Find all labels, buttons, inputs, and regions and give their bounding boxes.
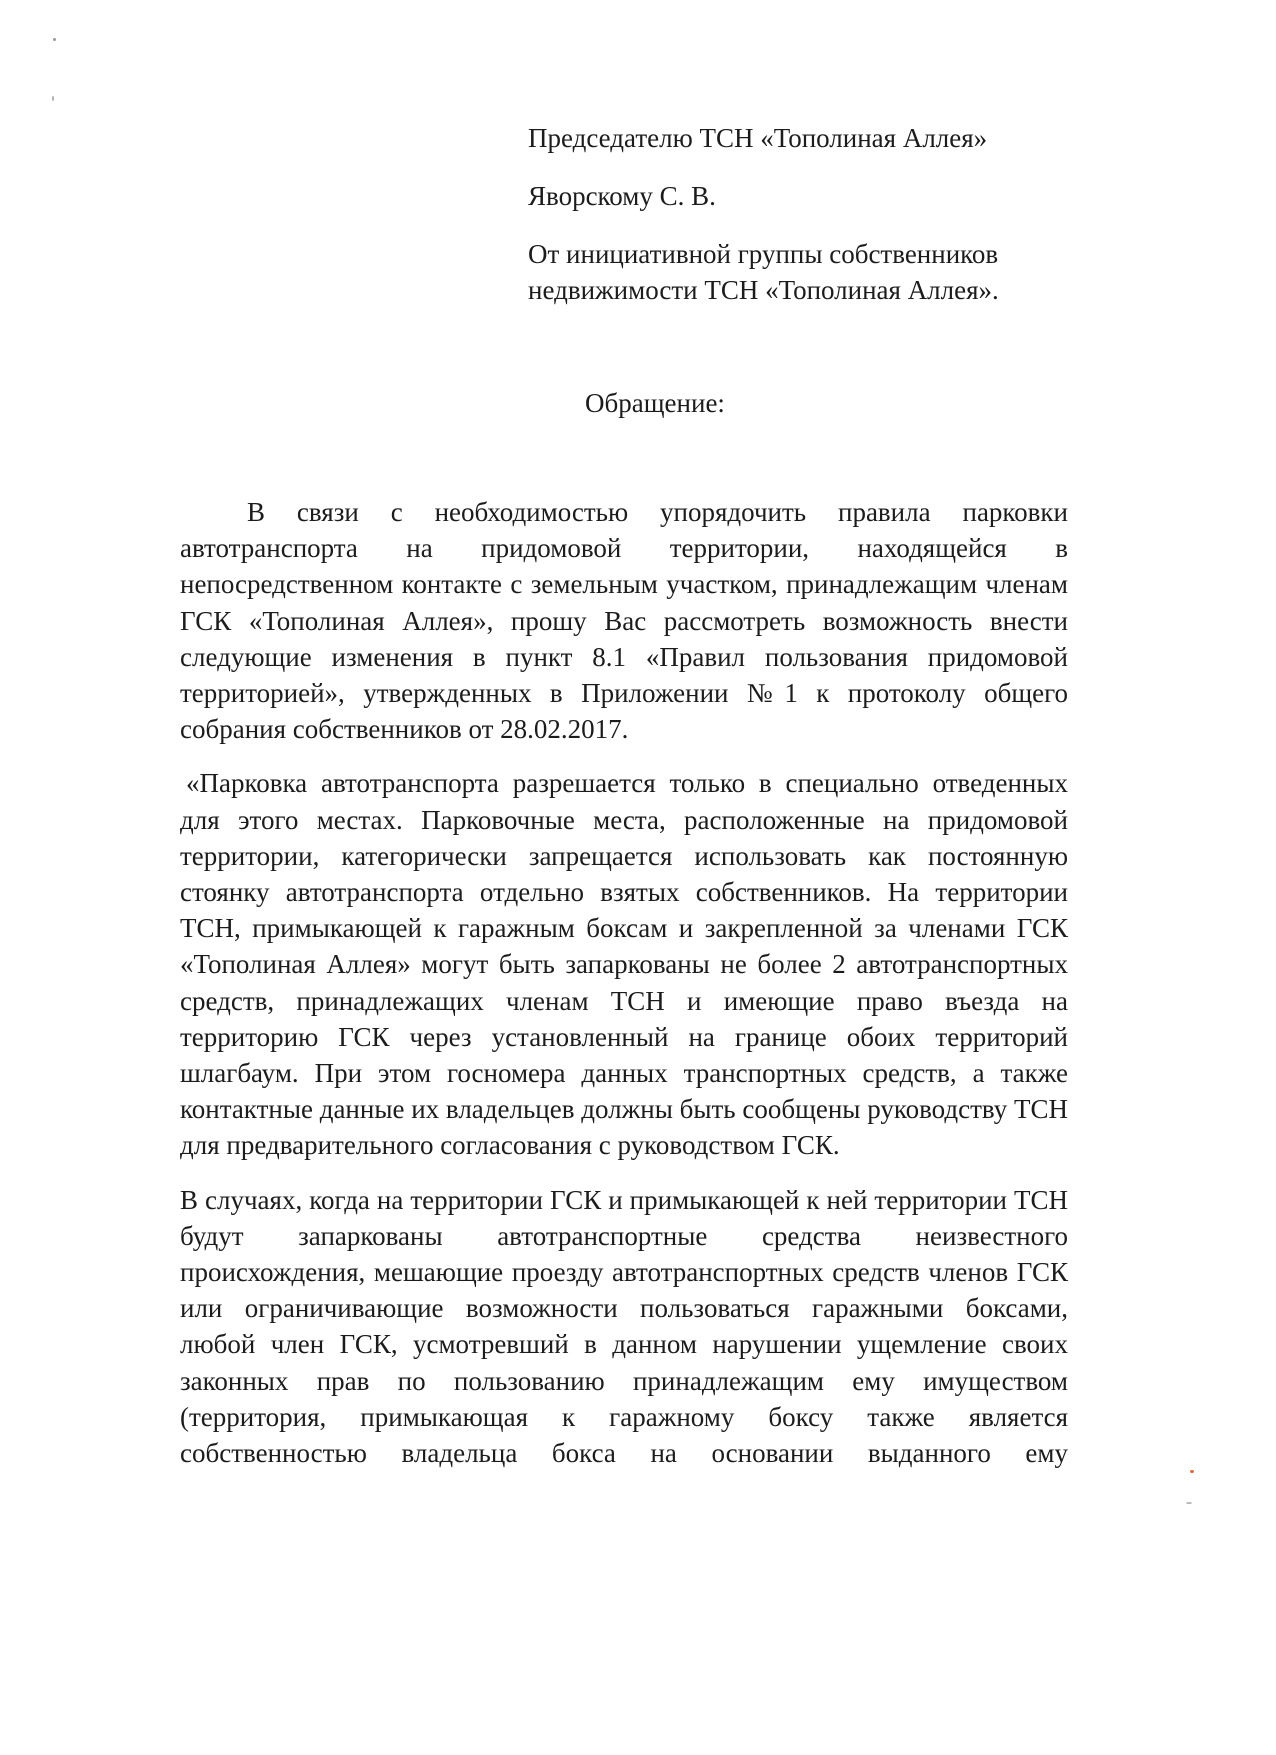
sender-line-1: От инициативной группы собственников — [528, 239, 999, 269]
document-title: Обращение: — [585, 388, 725, 418]
paragraph-intro: В связи с необходимостью упорядочить правила парковки автотранспорта на придомовой территории, находящейся в непосредственном контакте с земельным участком, принадлежащим членам ГСК «Тополиная Аллея», прошу Вас рассмотреть возможность внести следующие изменения в пункт 8.1 «Правил пользования придомовой территорией», утвержденных в Приложении №1 к протоколу общего собрания собственников от 28.02.2017. — [180, 497, 1068, 745]
addressee-block — [528, 120, 1088, 308]
paragraph-quote: «Парковка автотранспорта разрешается только в специально отведенных для этого местах. Парковочные места, расположенные на придомовой территории, категорически запрещается использовать как постоянную стоянку автотранспорта отдельно взятых собственников. На территории ТСН, примыкающей к гаражным боксам и закрепленной за членами ГСК «Тополиная Аллея» могут быть запаркованы не более 2 автотранспортных средств, принадлежащих членам ТСН и имеющие право въезда на территорию ГСК через установленный на границе обоих территорий шлагбаум. При этом госномера данных транспортных средств, а также контактные данные их владельцев должны быть сообщены руководству ТСН для предварительного согласования с руководством ГСК. — [180, 768, 1068, 1161]
scan-speck — [53, 38, 56, 41]
scan-speck — [1186, 1502, 1192, 1504]
document-body — [180, 494, 1068, 1471]
paragraph-cases: В случаях, когда на территории ГСК и примыкающей к ней территории ТСН будут запаркованы автотранспортные средства неизвестного происхождения, мешающие проезду автотранспортных средств членов ГСК или ограничивающие возможности пользоваться гаражными боксами, любой член ГСК, усмотревший в данном нарушении ущемление своих законных прав по пользованию принадлежащим ему имуществом (территория, примыкающая к гаражному боксу также является собственностью владельца бокса на основании выданного ему — [180, 1184, 1068, 1469]
sender-line-2: недвижимости ТСН «Тополиная Аллея». — [528, 275, 999, 305]
addressee-name: Яворскому С. В. — [528, 181, 716, 211]
scan-speck — [1190, 1470, 1194, 1473]
addressee-to: Председателю ТСН «Тополиная Аллея» — [528, 123, 988, 153]
scan-speck — [52, 96, 54, 101]
